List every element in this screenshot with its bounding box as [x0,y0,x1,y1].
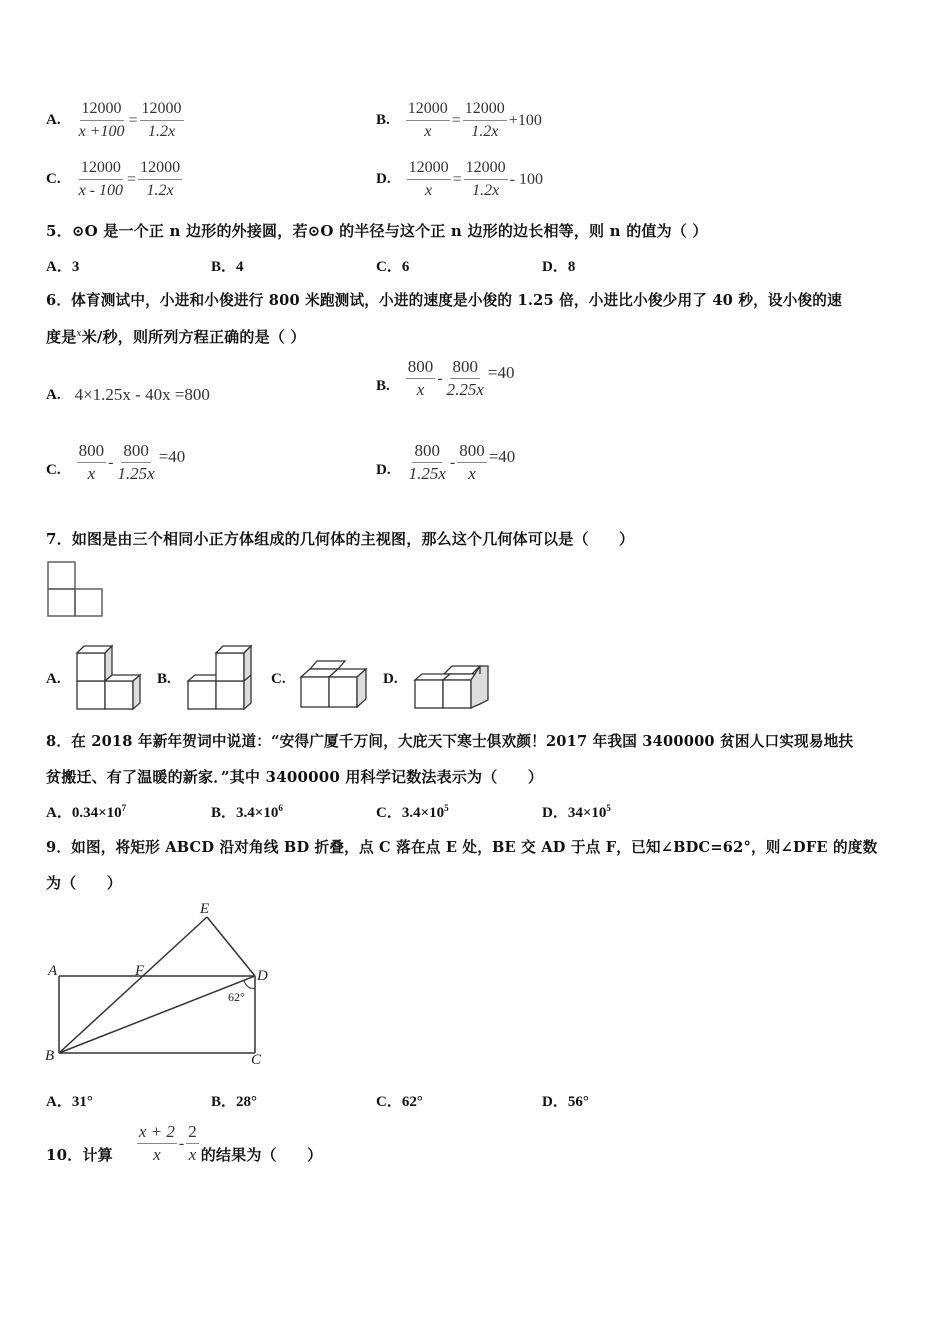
denominator: x [425,182,433,199]
denominator: x [424,123,432,140]
expression: 4×1.25x - 40x =800 [74,385,210,404]
fraction [138,159,182,200]
option-label: A． [46,805,72,821]
numerator: 800 [450,358,480,379]
denominator: x [153,1145,161,1164]
denominator: x +100 [78,123,125,140]
fraction [457,442,487,483]
q5-option-a: A．3 [46,259,80,275]
q9-option-b: B．28° [211,1094,258,1110]
q4-option-d [376,159,543,200]
fraction [406,358,436,399]
q5-option-d: D．8 [542,259,576,275]
numerator: x + 2 [137,1123,177,1144]
q8-text-line2: 贫搬迁、有了温暖的新家．”其中 3400000 用科学记数法表示为（ ） [46,768,544,786]
option-label: A. [46,112,61,128]
q5-text: 5．⊙O 是一个正 n 边形的外接圆，若⊙O 的半径与这个正 n 边形的边长相等，则 n 的值为（ ） [46,222,708,240]
option-exponent: 6 [278,803,283,813]
denominator: 1.25x [117,464,155,483]
numerator: 800 [121,442,151,463]
equals-sign: = [451,111,461,129]
denominator: x - 100 [78,182,124,199]
expression-tail: =40 [158,446,186,466]
q6-text-line2 [46,326,306,347]
option-base: 34×10 [567,805,607,821]
option-label: D. [376,462,391,478]
fraction [407,159,451,200]
denominator: x [188,1145,197,1164]
numerator: 800 [406,358,436,379]
denominator: 2.25x [446,380,484,399]
fraction [77,442,107,483]
fraction [464,159,508,200]
option-label: C. [46,462,61,478]
label-f: F [135,963,145,979]
option-base: 0.34×10 [71,805,122,821]
q6-text-line1: 6．体育测试中，小进和小俊进行 800 米跑测试，小进的速度是小俊的 1.25 倍，小进比小俊少用了 40 秒，设小俊的速 [46,292,842,309]
fraction [115,442,156,483]
q9-option-a: A．31° [46,1094,93,1110]
q9-text-line2: 为（ ） [46,874,123,892]
q6-option-d [376,442,515,483]
q10 [46,1122,322,1165]
q9-option-d: D．56° [542,1094,589,1110]
q7-option-c-label: C. [271,671,286,687]
expression-tail: - 100 [509,170,543,188]
q6-option-c [46,442,185,483]
option-label: C. [46,171,61,187]
q7-front-view-figure [46,560,104,618]
numerator: 12000 [138,159,182,180]
minus-sign: - [178,1134,185,1152]
fraction [186,1123,199,1164]
label-e: E [200,901,210,917]
option-label: D． [542,805,568,821]
option-label: A. [46,386,61,403]
q8-option-a [46,801,126,822]
denominator: 1.2x [472,182,500,199]
numerator: 12000 [463,100,507,121]
q8-option-c [376,801,449,822]
expression-tail: +100 [508,111,542,129]
fraction [463,100,507,141]
q8-text-line1: 8．在 2018 年新年贺词中说道：“安得广厦千万间，大庇天下寒士俱欢颜！2017 年我国 3400000 贫困人口实现易地扶 [46,733,854,750]
minus-sign: - [108,453,114,471]
denominator: x [468,464,476,483]
denominator: 1.25x [408,464,446,483]
text: 米/秒，则所列方程正确的是（ ） [81,328,306,346]
option-label: B. [376,112,390,128]
q8-option-b [211,801,283,822]
q6-option-a [46,385,210,405]
numerator: 12000 [406,100,450,121]
denominator: x [416,380,425,399]
q6-option-b [376,358,514,399]
option-base: 3.4×10 [401,805,445,821]
q7-text: 7．如图是由三个相同小正方体组成的几何体的主视图，那么这个几何体可以是（ ） [46,530,635,548]
angle-label: 62° [228,990,245,1004]
label-c: C [251,1052,262,1068]
q4-option-c [46,159,184,200]
expression-tail: =40 [487,362,515,382]
q9-text-line1: 9．如图，将矩形 ABCD 沿对角线 BD 折叠，点 C 落在点 E 处，BE 交 AD 于点 F，已知∠BDC=62°，则∠DFE 的度数 [46,839,878,856]
q7-option-a-figure [74,643,144,711]
denominator: x [87,464,96,483]
q5-option-b: B．4 [211,259,244,275]
variable-x: x [76,329,82,339]
label-b: B [45,1048,55,1064]
option-label: B． [211,805,237,821]
fraction [140,100,184,141]
text: 度是 [46,328,77,346]
option-exponent: 5 [606,803,611,813]
numerator: 12000 [79,159,123,180]
fraction [445,358,486,399]
numerator: 2 [186,1123,199,1144]
option-label: C． [376,805,402,821]
q8-option-d [542,801,611,822]
q9-option-c: C．62° [376,1094,423,1110]
denominator: 1.2x [147,123,176,140]
label-d: D [257,968,268,984]
q7-option-c-figure [298,655,370,711]
denominator: 1.2x [471,123,499,140]
q10-prefix: 10．计算 [46,1146,113,1164]
equals-sign: = [127,170,137,188]
minus-sign: - [437,369,443,387]
fraction [407,442,448,483]
fraction [137,1123,177,1164]
option-label: B. [376,378,390,394]
q4-option-b [376,100,542,141]
numerator: 12000 [407,159,451,180]
option-exponent: 5 [444,803,449,813]
numerator: 800 [77,442,107,463]
numerator: 12000 [140,100,184,121]
expression-tail: =40 [488,446,516,466]
q5-option-c: C．6 [376,259,410,275]
denominator: 1.2x [146,182,174,199]
label-a: A [48,963,58,979]
fraction [77,100,127,141]
minus-sign: - [449,453,456,471]
q7-option-d-label: D. [383,671,398,687]
option-exponent: 7 [121,803,127,813]
fraction [406,100,450,141]
q9-rectangle-fold-figure [40,898,280,1074]
q4-option-a [46,100,186,141]
option-base: 3.4×10 [236,805,279,821]
numerator: 12000 [80,100,124,121]
q7-option-b-figure [185,643,255,711]
numerator: 800 [457,442,487,463]
option-label: D. [376,171,391,187]
q10-suffix: 的结果为（ ） [200,1146,323,1164]
q7-option-a-label: A. [46,671,61,687]
q7-option-d-figure [412,660,492,712]
equals-sign: = [128,111,138,129]
q7-option-b-label: B. [157,671,171,687]
numerator: 800 [412,442,442,463]
fraction [77,159,125,200]
numerator: 12000 [464,159,508,180]
equals-sign: = [452,170,462,188]
